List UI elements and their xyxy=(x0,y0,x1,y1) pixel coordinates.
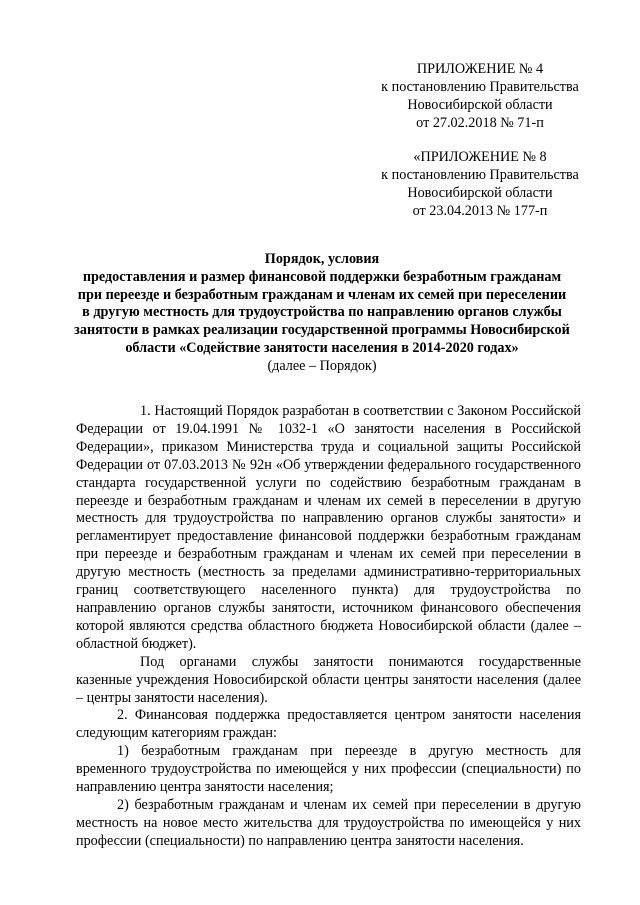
annex-8-title: «ПРИЛОЖЕНИЕ № 8 xyxy=(413,149,547,165)
paragraph-1: 1. Настоящий Порядок разработан в соответствии с Законом Российской Федерации от 19.04.1991 № 1032-1 «О занятости населения в Российской Федерации», приказом Министерства труда и социальной защиты Российской Федерации от 07.03.2013 № 92н «Об утверждении федерального государственного стандарта государственной услуги по содействию безработным гражданам в переезде и безработным гражданам и членам их семей в переселении в другую местность для трудоустройства по направлению органов службы занятости» и регламентирует предоставление финансовой поддержки безработным гражданам при переезде и безработным гражданам и членам их семей при переселении в другую местность (местность за пределами административно-территориальных границ соответствующего населенного пункта) для трудоустройства по направлению органов службы занятости, источником финансового обеспечения которой являются средства областного бюджета Новосибирской области (далее – областной бюджет). xyxy=(76,403,581,652)
annex-8-line-region: Новосибирской области xyxy=(407,185,553,201)
paragraph-2: Под органами службы занятости понимаются государственные казенные учреждения Новосибирской области центры занятости населения (далее – центры занятости населения). xyxy=(76,653,581,706)
annex-4-title: ПРИЛОЖЕНИЕ № 4 xyxy=(416,61,544,77)
annex-4-line-date: от 27.02.2018 № 71-п xyxy=(416,115,544,131)
title-line-4: в другую местность для трудоустройства по направлению органов службы xyxy=(82,304,562,321)
title-line-2: предоставления и размер финансовой поддержки безработным гражданам xyxy=(82,268,562,285)
paragraph-5: 2) безработным гражданам и членам их семей при переселении в другую местность на новое место жительства для трудоустройства по имеющейся у них профессии (специальности) по направлению центра занятости населения. xyxy=(76,796,581,849)
annex-4-line-resolution: к постановлению Правительства xyxy=(381,79,579,95)
title-line-1: Порядок, условия xyxy=(264,251,380,267)
annex-4-line-region: Новосибирской области xyxy=(407,97,553,113)
title-line-5: занятости в рамках реализации государственной программы Новосибирской xyxy=(74,322,570,339)
annex-4-header xyxy=(380,60,580,132)
paragraph-3: 2. Финансовая поддержка предоставляется центром занятости населения следующим категориям граждан: xyxy=(76,707,581,742)
title-line-3: при переезде и безработным гражданам и членам их семей при переселении xyxy=(77,286,567,303)
title-line-6: области «Содействие занятости населения в 2014-2020 годах» xyxy=(125,339,519,356)
annex-8-line-date: от 23.04.2013 № 177-п xyxy=(412,203,548,219)
annex-8-header xyxy=(380,148,580,220)
document-body xyxy=(76,403,581,851)
document-title xyxy=(62,251,582,376)
annex-8-line-resolution: к постановлению Правительства xyxy=(381,167,579,183)
title-subtitle: (далее – Порядок) xyxy=(267,357,377,374)
paragraph-4: 1) безработным гражданам при переезде в другую местность для временного трудоустройства по имеющейся у них профессии (специальности) по направлению центра занятости населения; xyxy=(76,743,581,796)
